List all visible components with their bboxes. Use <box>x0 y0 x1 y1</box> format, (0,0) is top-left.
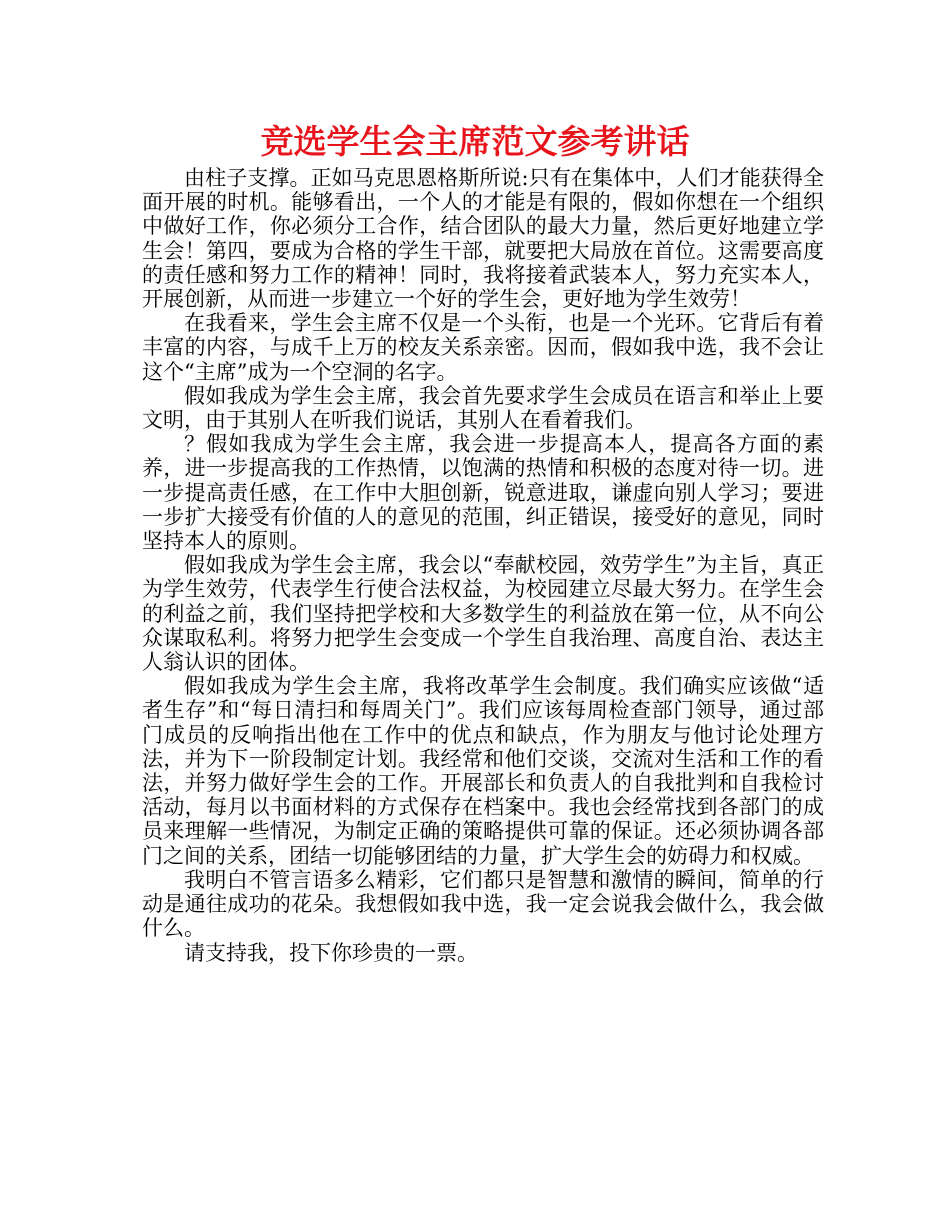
paragraph: 请支持我，投下你珍贵的一票。 <box>184 940 478 965</box>
paragraph: 假如我成为学生会主席，我会以“奉献校园，效劳学生”为主旨，真正为学生效劳，代表学生行使合法权益，为校园建立尽最大努力。在学生会的利益之前，我们坚持把学校和大多数学生的利益放在第一位，从不向公众谋取私利。将努力把学生会变成一个学生自我治理、高度自治、表达主人翁认识的团体。 <box>142 553 824 675</box>
paragraph: 我明白不管言语多么精彩，它们都只是智慧和激情的瞬间，简单的行动是通往成功的花朵。我想假如我中选，我一定会说我会做什么，我会做什么。 <box>142 867 824 941</box>
paragraph: 由柱子支撑。正如马克思恩格斯所说:只有在集体中，人们才能获得全面开展的时机。能够看出，一个人的才能是有限的，假如你想在一个组织中做好工作，你必须分工合作，结合团队的最大力量，然后更好地建立学生会！第四，要成为合格的学生干部，就要把大局放在首位。这需要高度的责任感和努力工作的精神！同时，我将接着武装本人，努力充实本人，开展创新，从而进一步建立一个好的学生会，更好地为学生效劳！ <box>142 166 824 312</box>
document-title: 竞选学生会主席范文参考讲话 <box>260 122 690 161</box>
paragraph: 在我看来，学生会主席不仅是一个头衔，也是一个光环。它背后有着丰富的内容，与成千上万的校友关系亲密。因而，假如我中选，我不会让这个“主席”成为一个空洞的名字。 <box>142 311 824 384</box>
paragraph: 假如我成为学生会主席，我将改革学生会制度。我们确实应该做“适者生存”和“每日清扫和每周关门”。我们应该每周检查部门领导，通过部门成员的反响指出他在工作中的优点和缺点，作为朋友与他讨论处理方法，并为下一阶段制定计划。我经常和他们交谈，交流对生活和工作的看法，并努力做好学生会的工作。开展部长和负责人的自我批判和自我检讨活动，每月以书面材料的方式保存在档案中。我也会经常找到各部门的成员来理解一些情况，为制定正确的策略提供可靠的保证。还必须协调各部门之间的关系，团结一切能够团结的力量，扩大学生会的妨碍力和权威。 <box>142 674 824 868</box>
paragraph: ？假如我成为学生会主席，我会进一步提高本人，提高各方面的素养，进一步提高我的工作热情，以饱满的热情和积极的态度对待一切。进一步提高责任感，在工作中大胆创新，锐意进取，谦虚向别人学习；要进一步扩大接受有价值的人的意见的范围，纠正错误，接受好的意见，同时坚持本人的原则。 <box>142 432 824 554</box>
paragraph: 假如我成为学生会主席，我会首先要求学生会成员在语言和举止上要文明，由于其别人在听我们说话，其别人在看着我们。 <box>142 383 824 433</box>
document-body <box>142 166 824 965</box>
